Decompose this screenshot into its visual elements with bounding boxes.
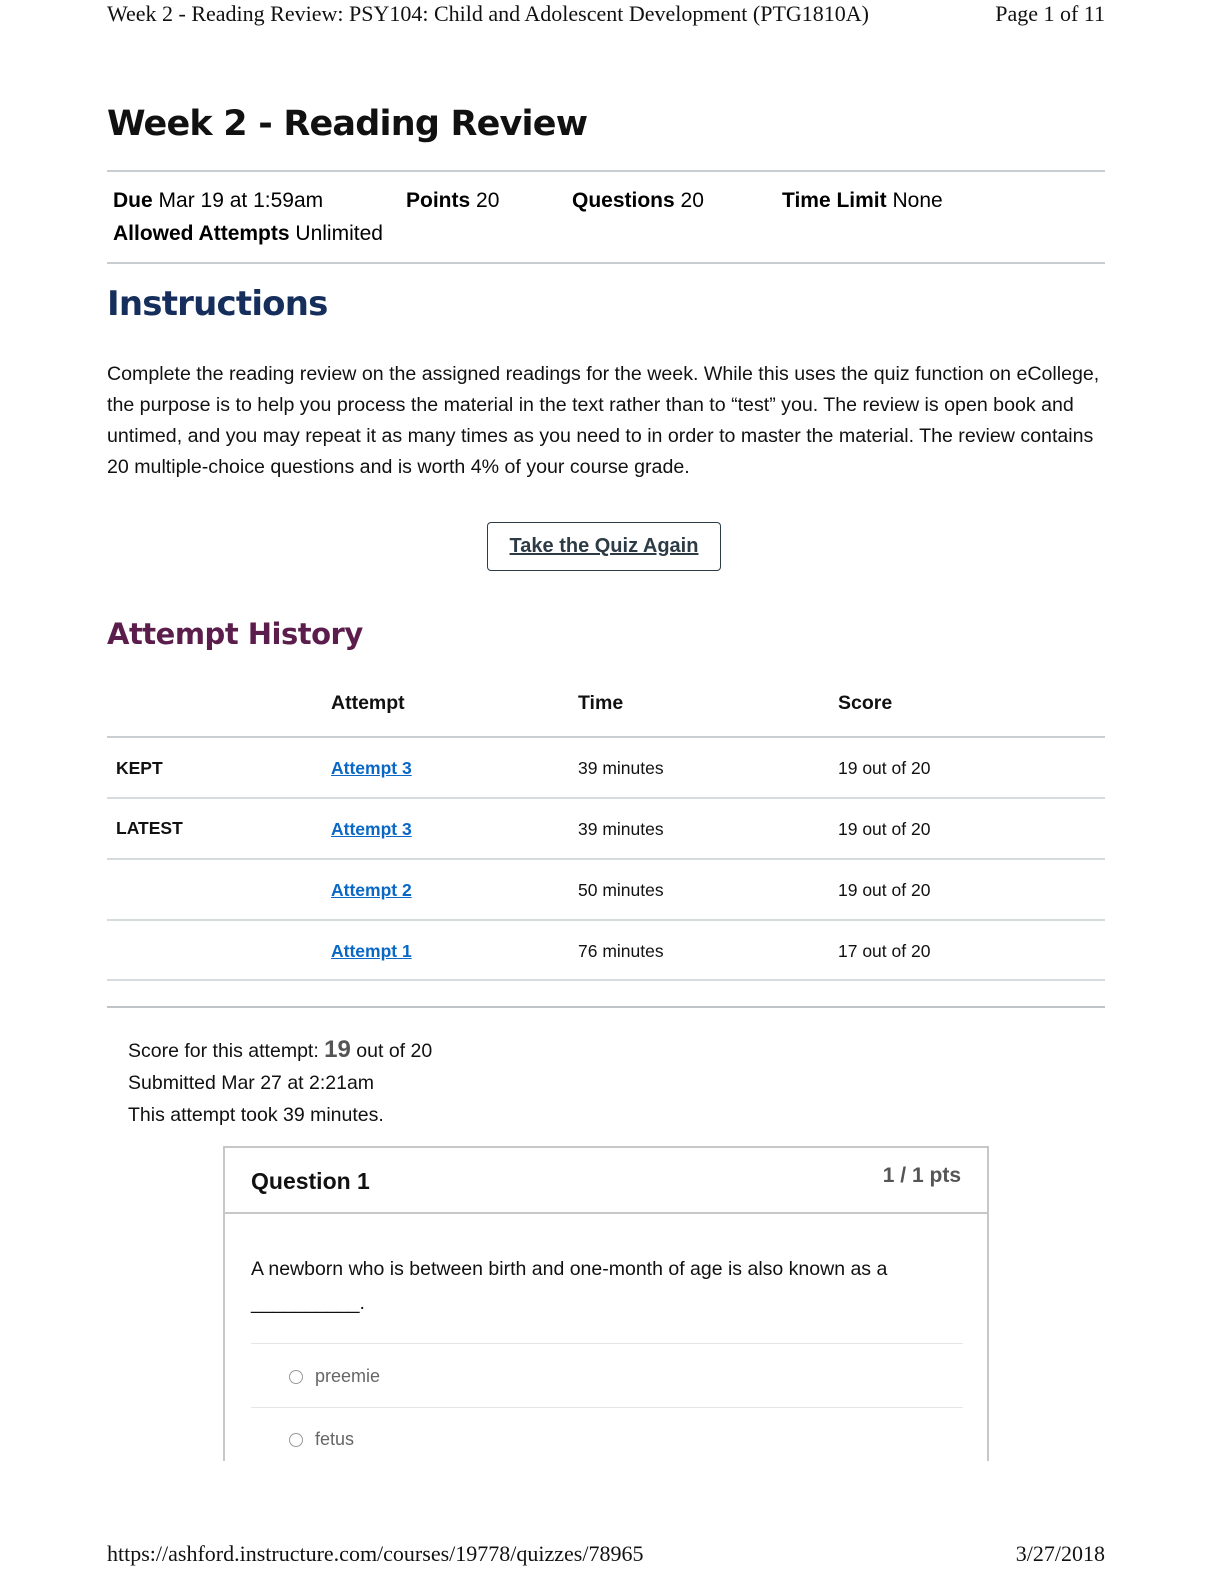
page-title: Week 2 - Reading Review bbox=[107, 104, 588, 144]
print-header-title: Week 2 - Reading Review: PSY104: Child and Adolescent Development (PTG1810A) bbox=[107, 1, 869, 26]
question-text-blank: __________. bbox=[251, 1292, 365, 1314]
questions-value: 20 bbox=[680, 189, 704, 212]
attempt-link[interactable]: Attempt 1 bbox=[331, 941, 412, 961]
row-divider bbox=[107, 858, 1105, 860]
row-divider bbox=[107, 919, 1105, 921]
attempt-link[interactable]: Attempt 2 bbox=[331, 880, 412, 900]
points-label: Points bbox=[406, 189, 471, 212]
question-title: Question 1 bbox=[251, 1168, 370, 1194]
print-page-number: Page 1 of 11 bbox=[995, 1, 1105, 26]
column-header-attempt: Attempt bbox=[331, 692, 405, 714]
question-header bbox=[225, 1148, 987, 1214]
time-limit-meta bbox=[782, 188, 943, 214]
print-footer bbox=[107, 1540, 1105, 1570]
divider bbox=[107, 170, 1105, 172]
submitted-text: Submitted Mar 27 at 2:21am bbox=[128, 1072, 375, 1094]
attempt-link[interactable]: Attempt 3 bbox=[331, 819, 412, 839]
due-value: Mar 19 at 1:59am bbox=[158, 189, 324, 212]
attempt-time: 76 minutes bbox=[578, 941, 664, 961]
answer-option[interactable] bbox=[289, 1366, 380, 1387]
row-divider bbox=[107, 797, 1105, 799]
divider bbox=[107, 262, 1105, 264]
score-value: 19 bbox=[324, 1036, 351, 1063]
column-header-score: Score bbox=[838, 692, 893, 714]
questions-label: Questions bbox=[572, 189, 675, 212]
allowed-attempts-value: Unlimited bbox=[295, 222, 383, 245]
allowed-attempts-label: Allowed Attempts bbox=[113, 222, 290, 245]
attempt-score: 19 out of 20 bbox=[838, 758, 931, 778]
attempt-time: 39 minutes bbox=[578, 758, 664, 778]
answer-divider bbox=[251, 1407, 963, 1408]
question-card bbox=[223, 1146, 989, 1476]
due-meta bbox=[113, 188, 323, 214]
question-points: 1 / 1 pts bbox=[882, 1164, 961, 1187]
row-label-latest: LATEST bbox=[116, 818, 183, 838]
print-header bbox=[107, 0, 1105, 30]
radio-icon[interactable] bbox=[289, 1433, 303, 1447]
column-header-time: Time bbox=[578, 692, 624, 714]
attempt-time: 39 minutes bbox=[578, 819, 664, 839]
score-prefix: Score for this attempt: bbox=[128, 1040, 319, 1062]
answer-label: preemie bbox=[315, 1366, 381, 1386]
instructions-heading: Instructions bbox=[107, 284, 328, 324]
due-label: Due bbox=[113, 189, 153, 212]
questions-meta bbox=[572, 188, 704, 214]
attempt-link[interactable]: Attempt 3 bbox=[331, 758, 412, 778]
radio-icon[interactable] bbox=[289, 1370, 303, 1384]
page-cutoff bbox=[0, 1461, 1224, 1541]
question-text-line: A newborn who is between birth and one-month of age is also known as a bbox=[251, 1258, 888, 1280]
row-label-kept: KEPT bbox=[116, 758, 163, 778]
answer-option[interactable] bbox=[289, 1429, 354, 1450]
time-limit-label: Time Limit bbox=[782, 189, 887, 212]
print-footer-date: 3/27/2018 bbox=[1015, 1541, 1105, 1566]
divider bbox=[107, 1006, 1105, 1008]
question-text bbox=[251, 1252, 951, 1320]
attempt-score: 19 out of 20 bbox=[838, 819, 931, 839]
score-line bbox=[128, 1034, 432, 1067]
attempt-score: 19 out of 20 bbox=[838, 880, 931, 900]
instructions-body: Complete the reading review on the assigned readings for the week. While this uses the quiz function on eCollege, the purpose is to help you process the material in the text rather than to “test” you. The review is open book and untimed, and you may repeat it as many times as you need to in order to master the material. The review contains 20 multiple-choice questions and is worth 4% of your course grade. bbox=[107, 363, 1100, 478]
attempt-history-heading: Attempt History bbox=[107, 617, 363, 651]
points-value: 20 bbox=[476, 189, 500, 212]
attempt-duration-text: This attempt took 39 minutes. bbox=[128, 1104, 384, 1126]
answer-label: fetus bbox=[315, 1429, 355, 1449]
attempt-score: 17 out of 20 bbox=[838, 941, 931, 961]
points-meta bbox=[406, 188, 499, 214]
row-divider bbox=[107, 979, 1105, 981]
allowed-attempts-meta bbox=[113, 221, 383, 247]
answer-divider bbox=[251, 1343, 963, 1344]
take-quiz-again-button[interactable]: Take the Quiz Again bbox=[487, 522, 721, 571]
print-footer-url: https://ashford.instructure.com/courses/19778/quizzes/78965 bbox=[107, 1541, 644, 1566]
score-suffix: out of 20 bbox=[356, 1040, 433, 1062]
score-summary bbox=[128, 1034, 432, 1131]
table-header-divider bbox=[107, 736, 1105, 738]
attempt-time: 50 minutes bbox=[578, 880, 664, 900]
time-limit-value: None bbox=[892, 189, 943, 212]
